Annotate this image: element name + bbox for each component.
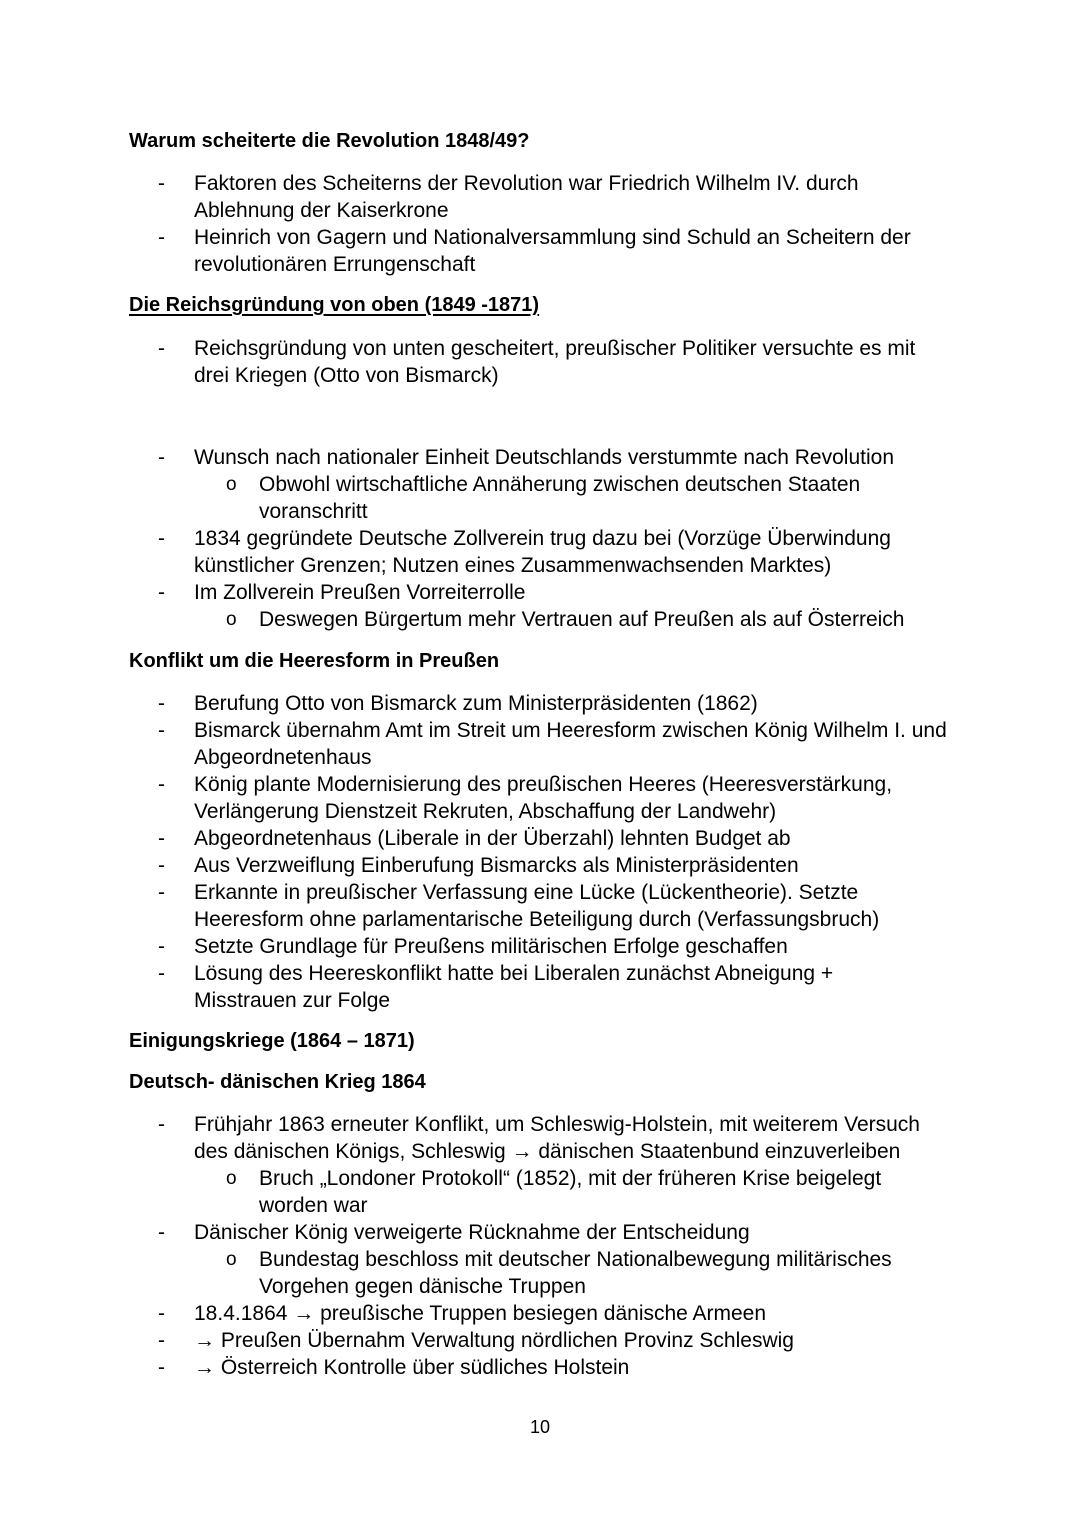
dash-bullet: - (158, 773, 165, 796)
dash-bullet: - (158, 172, 165, 195)
list-item: - Berufung Otto von Bismarck zum Ministerpräsidenten (1862) (158, 692, 758, 715)
dash-bullet: - (158, 1329, 165, 1352)
list-item: - Heinrich von Gagern und Nationalversammlung sind Schuld an Scheitern der revolutionären Errungenschaft (158, 226, 911, 276)
dash-bullet: - (158, 962, 165, 985)
list-item: - → Preußen Übernahm Verwaltung nördlichen Provinz Schleswig (158, 1329, 794, 1352)
dash-bullet: - (158, 1356, 165, 1379)
list-item: - Frühjahr 1863 erneuter Konflikt, um Schleswig-Holstein, mit weiterem Versuch des dänischen Königs, Schleswig → dänischen Staatenbund einzuverleiben (158, 1113, 920, 1163)
list-heeresform (0, 690, 1080, 1014)
list-item: - Setzte Grundlage für Preußens militärischen Erfolge geschaffen (158, 935, 788, 958)
dash-bullet: - (158, 226, 165, 249)
dash-bullet: - (158, 446, 165, 469)
dash-bullet: - (158, 1113, 165, 1136)
sub-list-item: o Bruch „Londoner Protokoll“ (1852), mit der früheren Krise beigelegt worden war (226, 1167, 882, 1217)
list-daenischer-krieg (0, 1111, 1080, 1381)
list-item: - Aus Verzweiflung Einberufung Bismarcks als Ministerpräsidenten (158, 854, 799, 877)
list-item: - Faktoren des Scheiterns der Revolution war Friedrich Wilhelm IV. durch Ablehnung der Kaiserkrone (158, 172, 859, 222)
dash-bullet: - (158, 1302, 165, 1325)
list-revolution (0, 170, 1080, 278)
section-heading-revolution: Warum scheiterte die Revolution 1848/49? (129, 130, 530, 152)
dash-bullet: - (158, 854, 165, 877)
list-item: - Dänischer König verweigerte Rücknahme der Entscheidung (158, 1221, 750, 1244)
section-heading-einigungskriege: Einigungskriege (1864 – 1871) (129, 1030, 415, 1052)
circle-bullet: o (226, 474, 237, 495)
dash-bullet: - (158, 337, 165, 360)
list-item: - Abgeordnetenhaus (Liberale in der Überzahl) lehnten Budget ab (158, 827, 791, 850)
dash-bullet: - (158, 581, 165, 604)
sub-list-item: o Deswegen Bürgertum mehr Vertrauen auf Preußen als auf Österreich (226, 608, 905, 631)
dash-bullet: - (158, 935, 165, 958)
page-number: 10 (529, 1417, 551, 1437)
section-heading-daenischer-krieg: Deutsch- dänischen Krieg 1864 (129, 1071, 426, 1093)
list-item: - Lösung des Heereskonflikt hatte bei Liberalen zunächst Abneigung + Misstrauen zur Folge (158, 962, 834, 1012)
list-item: - → Österreich Kontrolle über südliches Holstein (158, 1356, 630, 1379)
section-heading-reichsgruendung: Die Reichsgründung von oben (1849 -1871) (129, 294, 540, 316)
list-item: - Bismarck übernahm Amt im Streit um Heeresform zwischen König Wilhelm I. und Abgeordnetenhaus (158, 719, 947, 769)
circle-bullet: o (226, 1249, 237, 1270)
circle-bullet: o (226, 1168, 237, 1189)
sub-list-item: o Obwohl wirtschaftliche Annäherung zwischen deutschen Staaten voranschritt (226, 473, 861, 523)
list-item: - Reichsgründung von unten gescheitert, preußischer Politiker versuchte es mit drei Kriegen (Otto von Bismarck) (158, 337, 916, 387)
dash-bullet: - (158, 719, 165, 742)
dash-bullet: - (158, 827, 165, 850)
list-item: - Erkannte in preußischer Verfassung eine Lücke (Lückentheorie). Setzte Heeresform ohne parlamentarische Beteiligung durch (Verfassungsbruch) (158, 881, 880, 931)
circle-bullet: o (226, 609, 237, 630)
sub-list-item: o Bundestag beschloss mit deutscher Nationalbewegung militärisches Vorgehen gegen dänische Truppen (226, 1248, 892, 1298)
dash-bullet: - (158, 1221, 165, 1244)
section-heading-heeresform: Konflikt um die Heeresform in Preußen (129, 650, 500, 672)
list-item: - 1834 gegründete Deutsche Zollverein trug dazu bei (Vorzüge Überwindung künstlicher Grenzen; Nutzen eines Zusammenwachsenden Marktes) (158, 527, 891, 577)
dash-bullet: - (158, 692, 165, 715)
list-item: - Im Zollverein Preußen Vorreiterrolle (158, 581, 526, 604)
list-zollverein (0, 444, 1080, 633)
list-reichsgruendung (0, 335, 1080, 389)
dash-bullet: - (158, 881, 165, 904)
dash-bullet: - (158, 527, 165, 550)
list-item: - 18.4.1864 → preußische Truppen besiegen dänische Armeen (158, 1302, 767, 1325)
list-item: - Wunsch nach nationaler Einheit Deutschlands verstummte nach Revolution (158, 446, 894, 469)
list-item: - König plante Modernisierung des preußischen Heeres (Heeresverstärkung, Verlängerung Dienstzeit Rekruten, Abschaffung der Landwehr) (158, 773, 893, 823)
